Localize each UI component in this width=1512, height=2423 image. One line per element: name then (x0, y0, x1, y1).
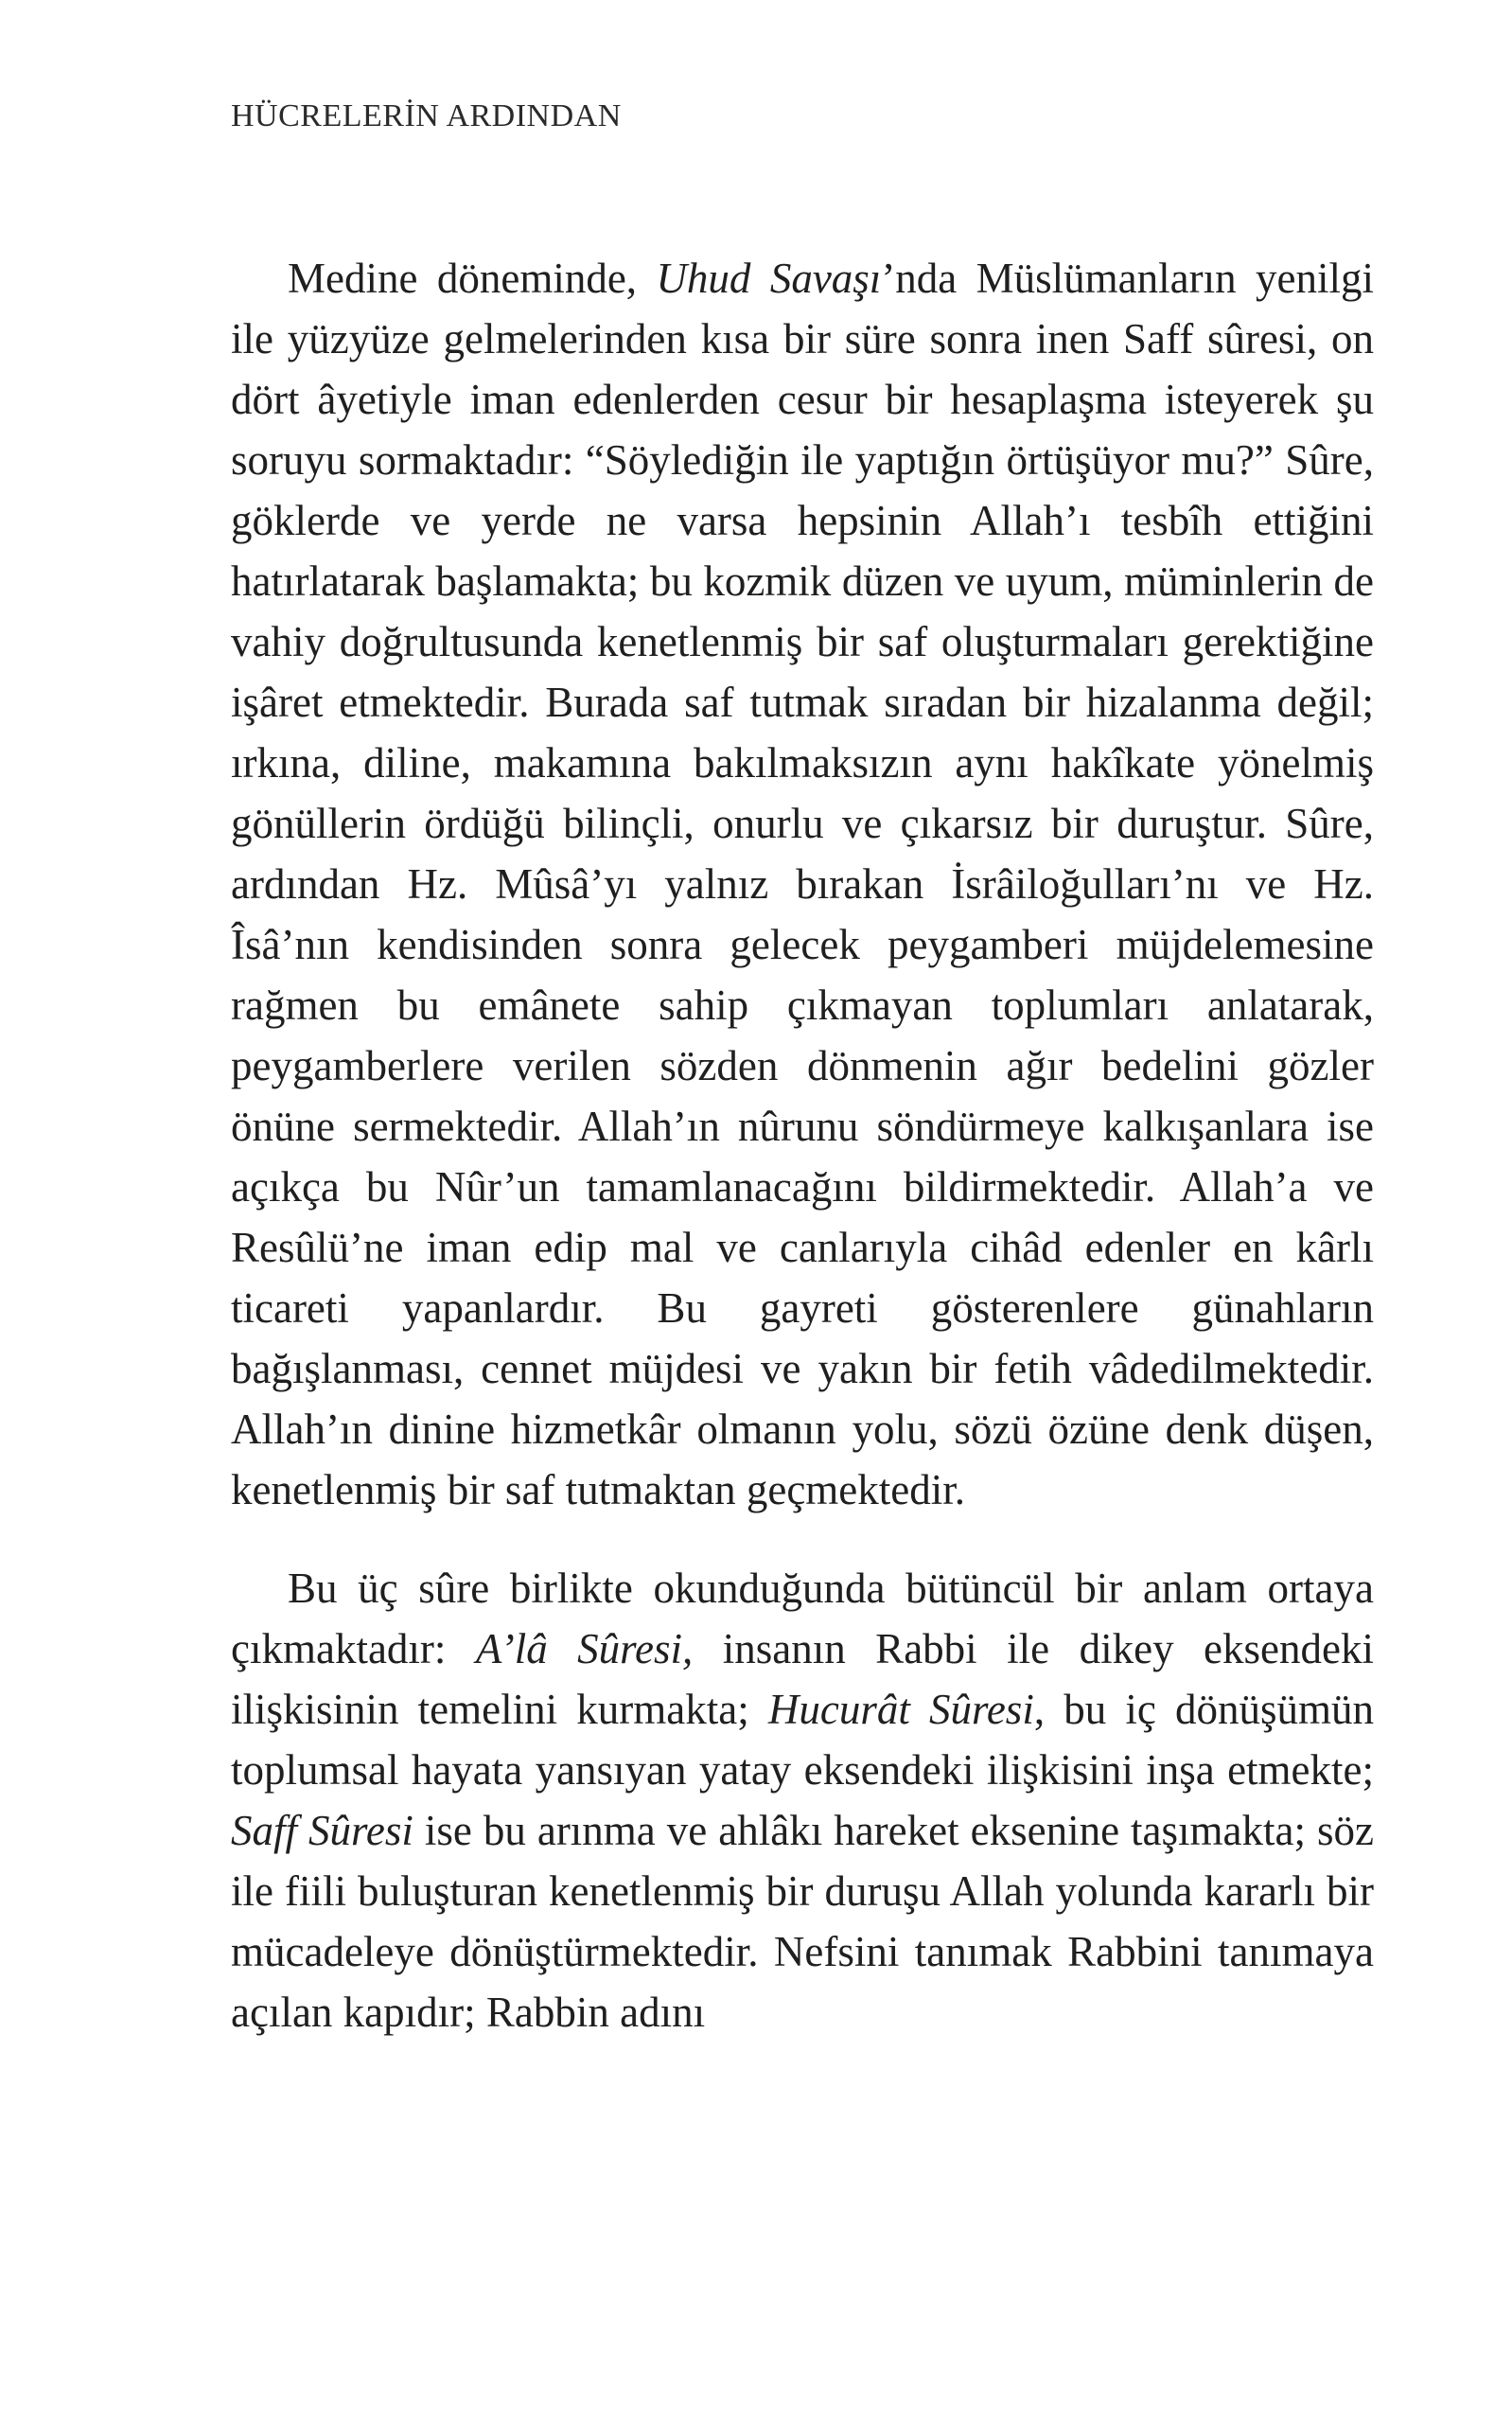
text-segment: insanın Rabbi ile dikey eksendeki ilişkisinin temelini kurmakta; (231, 1625, 1374, 1733)
text-segment: ’nda Müslümanların yenilgi ile yüzyüze gelmelerinden kısa bir süre sonra inen Saff sûresi, on dört âyetiyle iman edenlerden cesur bir hesaplaşma isteyerek şu soruyu sormaktadır: “Söylediğin ile yaptığın örtüşüyor mu?” Sûre, göklerde ve yerde ne varsa hepsinin Allah’ı tesbîh ettiğini hatırlatarak başlamakta; bu kozmik düzen ve uyum, müminlerin de vahiy doğrultusunda kenetlenmiş bir saf oluşturmaları gerektiğine işâret etmektedir. Burada saf tutmak sıradan bir hizalanma değil; ırkına, diline, makamına bakılmaksızın aynı hakîkate yönelmiş gönüllerin ördüğü bilinçli, onurlu ve çıkarsız bir duruştur. Sûre, ardından Hz. Mûsâ’yı yalnız bırakan İsrâiloğulları’nı ve Hz. Îsâ’nın kendisinden sonra gelecek peygamberi müjdelemesine rağmen bu emânete sahip çıkmayan toplumları anlatarak, peygamberlere verilen sözden dönmenin ağır bedelini gözler önüne sermektedir. Allah’ın nûrunu söndürmeye kalkışanlara ise açıkça bu Nûr’un tamamlanacağını bildirmektedir. Allah’a ve Resûlü’ne iman edip mal ve canlarıyla cihâd edenler en kârlı ticareti yapanlardır. Bu gayreti gösterenlere günahların bağışlanması, cennet müjdesi ve yakın bir fetih vâdedilmektedir. Allah’ın dinine hizmetkâr olmanın yolu, sözü özüne denk düşen, kenetlenmiş bir saf tutmaktan geçmektedir. (231, 255, 1374, 1513)
body-text (231, 248, 1374, 2043)
italic-term-uhud-savasi: Uhud Savaşı (656, 255, 882, 302)
paragraph-1 (231, 248, 1374, 1520)
text-segment: Medine döneminde, (288, 255, 657, 302)
text-segment: , bu iç dönüşümün toplumsal hayata yansıyan yatay eksendeki ilişkisini inşa etmekte; (231, 1686, 1374, 1794)
italic-term-hucurat-suresi: Hucurât Sûresi (767, 1686, 1034, 1733)
running-header: HÜCRELERİN ARDINDAN (231, 98, 622, 133)
text-segment: Bu üç sûre birlikte okunduğunda bütüncül bir anlam ortaya çıkmaktadır: (231, 1565, 1374, 1672)
paragraph-2 (231, 1558, 1374, 2043)
italic-term-ala-suresi: A’lâ Sûresi, (475, 1625, 694, 1672)
text-segment: ise bu arınma ve ahlâkı hareket eksenine taşımakta; söz ile fiili buluşturan kenetlenmiş bir duruşu Allah yolunda kararlı bir mücadeleye dönüştürmektedir. Nefsini tanımak Rabbini tanımaya açılan kapıdır; Rabbin adını (231, 1807, 1374, 2036)
italic-term-saff-suresi: Saff Sûresi (231, 1807, 413, 1854)
